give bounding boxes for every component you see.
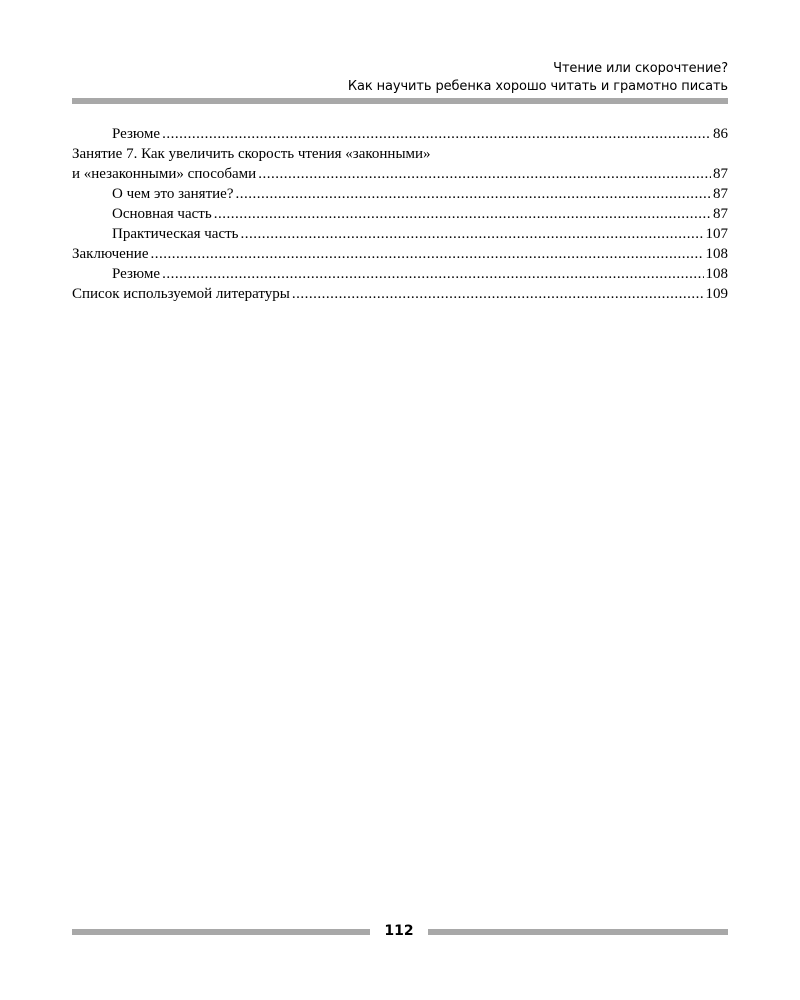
toc-entry-page: 108 — [705, 266, 728, 282]
toc-entry-page: 87 — [713, 186, 728, 202]
table-of-contents — [72, 124, 728, 304]
dot-leader — [162, 124, 711, 144]
toc-entry-title: Резюме — [112, 266, 161, 282]
toc-entry[interactable] — [72, 184, 728, 204]
toc-entry-title: Занятие 7. Как увеличить скорость чтения «законными» — [72, 146, 431, 162]
dot-leader — [241, 224, 704, 244]
header-book-subtitle: Как научить ребенка хорошо читать и грамотно писать — [347, 79, 728, 94]
toc-entry-title: и «незаконными» способами — [72, 166, 257, 182]
toc-entry[interactable] — [72, 124, 728, 144]
toc-entry-title: Основная часть — [112, 206, 212, 222]
toc-entry[interactable] — [72, 204, 728, 224]
toc-entry[interactable] — [72, 164, 728, 184]
dot-leader — [258, 164, 711, 184]
toc-entry-title: О чем это занятие? — [112, 186, 234, 202]
toc-entry-page: 87 — [713, 166, 728, 182]
toc-entry[interactable] — [72, 224, 728, 244]
toc-entry-title: Практическая часть — [112, 226, 239, 242]
toc-entry-page: 108 — [705, 246, 728, 262]
toc-entry-title: Резюме — [112, 126, 161, 142]
dot-leader — [162, 264, 703, 284]
header-divider — [72, 98, 728, 104]
page-number: 112 — [384, 923, 414, 939]
toc-entry-title-line[interactable] — [72, 144, 728, 164]
dot-leader — [292, 284, 704, 304]
toc-entry[interactable] — [72, 244, 728, 264]
toc-entry-page: 109 — [705, 286, 728, 302]
header-book-title: Чтение или скорочтение? — [553, 61, 728, 76]
dot-leader — [214, 204, 711, 224]
toc-entry-title: Список используемой литературы — [72, 286, 290, 302]
toc-entry[interactable] — [72, 284, 728, 304]
toc-entry-page: 87 — [713, 206, 728, 222]
dot-leader — [235, 184, 711, 204]
running-header — [348, 60, 728, 96]
toc-entry-page: 107 — [705, 226, 728, 242]
toc-entry[interactable] — [72, 264, 728, 284]
toc-entry-title: Заключение — [72, 246, 149, 262]
footer-divider-right — [428, 929, 728, 935]
toc-entry-page: 86 — [713, 126, 728, 142]
dot-leader — [151, 244, 704, 264]
footer-divider-left — [72, 929, 370, 935]
